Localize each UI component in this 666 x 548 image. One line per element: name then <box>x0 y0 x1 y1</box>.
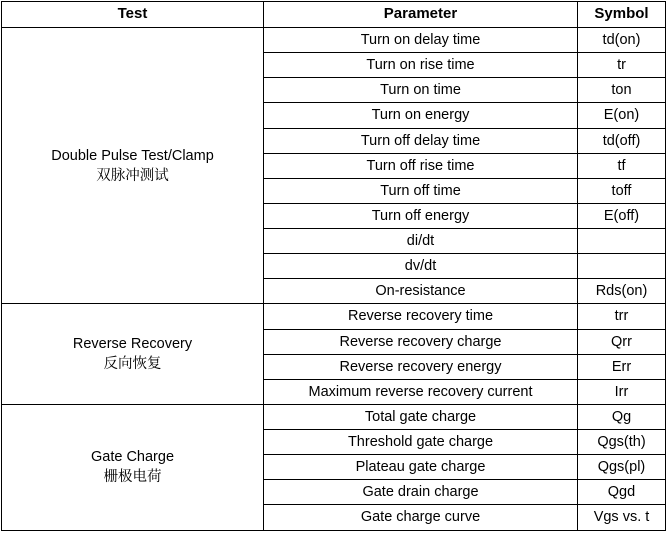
parameter-cell: Plateau gate charge <box>264 455 578 480</box>
symbol-cell: tr <box>578 53 666 78</box>
test-group-cell <box>2 28 264 304</box>
table-row <box>2 404 666 429</box>
symbol-cell: td(off) <box>578 128 666 153</box>
parameter-cell: On-resistance <box>264 279 578 304</box>
parameter-cell: Turn on rise time <box>264 53 578 78</box>
parameter-cell: Maximum reverse recovery current <box>264 379 578 404</box>
test-group-cell <box>2 404 264 530</box>
parameter-cell: Turn off time <box>264 178 578 203</box>
parameter-cell: Turn on delay time <box>264 28 578 53</box>
symbol-cell <box>578 254 666 279</box>
symbol-cell: Qgs(pl) <box>578 455 666 480</box>
test-parameter-table <box>1 1 666 531</box>
parameter-cell: Gate charge curve <box>264 505 578 530</box>
parameter-cell: Total gate charge <box>264 404 578 429</box>
test-group-label-cn: 反向恢复 <box>103 356 162 373</box>
column-header-parameter: Parameter <box>264 2 578 28</box>
symbol-cell: Err <box>578 354 666 379</box>
symbol-cell: Qg <box>578 404 666 429</box>
parameter-cell: Reverse recovery charge <box>264 329 578 354</box>
test-group-label-en: Double Pulse Test/Clamp <box>51 147 214 164</box>
test-group-label-cn: 栅极电荷 <box>103 469 162 486</box>
symbol-cell: tf <box>578 153 666 178</box>
symbol-cell: Qgd <box>578 480 666 505</box>
symbol-cell: trr <box>578 304 666 329</box>
parameter-cell: Turn off delay time <box>264 128 578 153</box>
symbol-cell <box>578 229 666 254</box>
parameter-cell: di/dt <box>264 229 578 254</box>
table-row <box>2 304 666 329</box>
parameter-cell: Gate drain charge <box>264 480 578 505</box>
symbol-cell: Rds(on) <box>578 279 666 304</box>
parameter-cell: Reverse recovery time <box>264 304 578 329</box>
symbol-cell: td(on) <box>578 28 666 53</box>
symbol-cell: Irr <box>578 379 666 404</box>
symbol-cell: Vgs vs. t <box>578 505 666 530</box>
parameter-cell: Turn on energy <box>264 103 578 128</box>
table-header-row <box>2 2 666 28</box>
column-header-test: Test <box>2 2 264 28</box>
symbol-cell: E(off) <box>578 203 666 228</box>
parameter-cell: Reverse recovery energy <box>264 354 578 379</box>
symbol-cell: Qgs(th) <box>578 430 666 455</box>
table-body <box>2 28 666 531</box>
symbol-cell: Qrr <box>578 329 666 354</box>
test-group-label-cn: 双脉冲测试 <box>96 167 169 184</box>
parameter-cell: dv/dt <box>264 254 578 279</box>
test-group-label-en: Gate Charge <box>90 449 175 466</box>
table-head <box>2 2 666 28</box>
parameter-cell: Turn off energy <box>264 203 578 228</box>
symbol-cell: ton <box>578 78 666 103</box>
test-group-cell <box>2 304 264 405</box>
parameter-cell: Threshold gate charge <box>264 430 578 455</box>
symbol-cell: toff <box>578 178 666 203</box>
test-group-label-en: Reverse Recovery <box>72 336 193 352</box>
column-header-symbol: Symbol <box>578 2 666 28</box>
parameter-cell: Turn on time <box>264 78 578 103</box>
parameter-cell: Turn off rise time <box>264 153 578 178</box>
table-row <box>2 28 666 53</box>
symbol-cell: E(on) <box>578 103 666 128</box>
